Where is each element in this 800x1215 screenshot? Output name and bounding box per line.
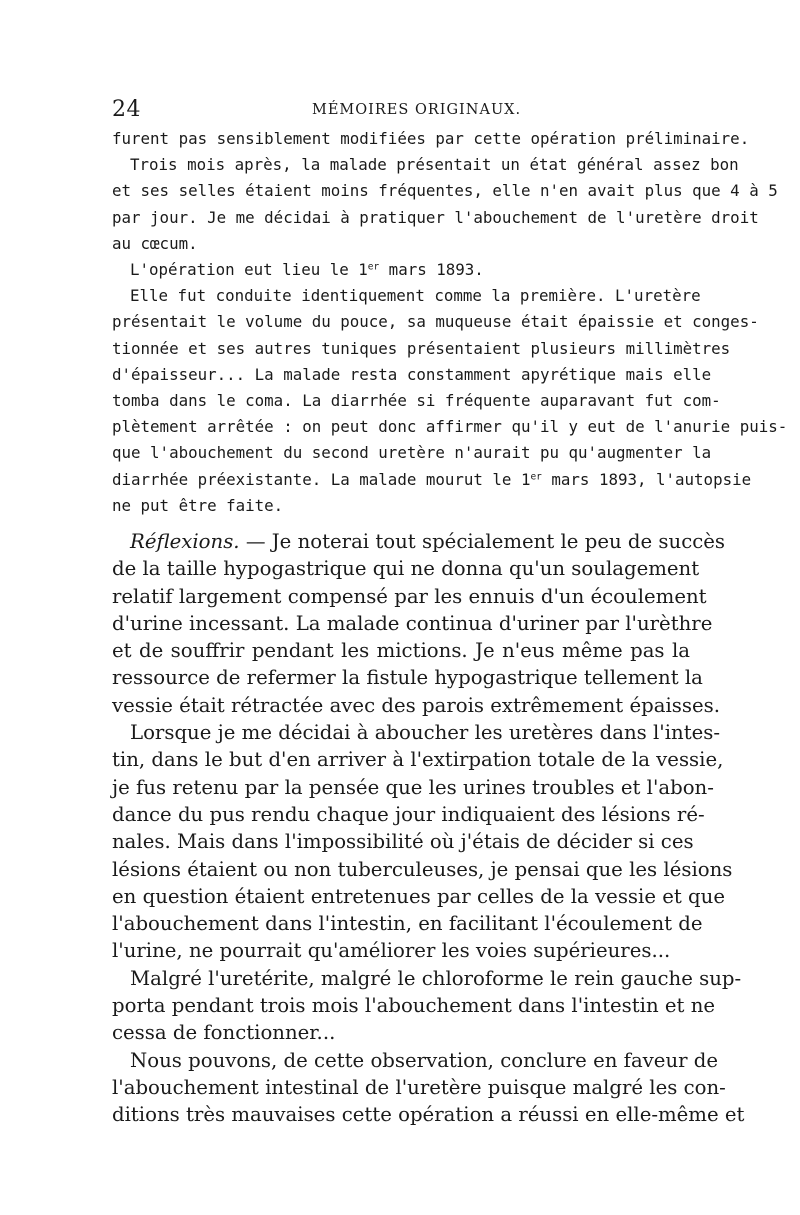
text-line: par jour. Je me décidai à pratiquer l'abouchement de l'uretère droit [112, 207, 759, 227]
text-line: l'abouchement intestinal de l'uretère puisque malgré les con- [112, 1075, 726, 1099]
text-line: Elle fut conduite identiquement comme la première. L'uretère [130, 286, 701, 306]
text-line: dance du pus rendu chaque jour indiquaient des lésions ré- [112, 802, 705, 826]
text-line: Malgré l'uretérite, malgré le chloroforme le rein gauche sup- [130, 966, 742, 990]
observation-text [112, 126, 788, 519]
text-line: tionnée et ses autres tuniques présentaient plusieurs millimètres [112, 338, 731, 358]
text-line: Trois mois après, la malade présentait un état général assez bon [130, 155, 739, 175]
reflexions-label: Réflexions. [130, 530, 240, 553]
text-line: tin, dans le but d'en arriver à l'extirpation totale de la vessie, [112, 748, 724, 772]
text-line: nales. Mais dans l'impossibilité où j'étais de décider si ces [112, 830, 694, 854]
text-line: d'épaisseur... La malade resta constamment apyrétique mais elle [112, 364, 712, 384]
text-line: de la taille hypogastrique qui ne donna qu'un soulagement [112, 557, 700, 581]
text-line: que l'abouchement du second uretère n'aurait pu qu'augmenter la [112, 443, 712, 463]
text-line: et ses selles étaient moins fréquentes, elle n'en avait plus que 4 à 5 [112, 181, 778, 201]
text-line: plètement arrêtée : on peut donc affirmer qu'il y eut de l'anurie puis- [112, 417, 788, 437]
page-number: 24 [112, 97, 141, 122]
text-line: porta pendant trois mois l'abouchement dans l'intestin et ne [112, 994, 716, 1018]
reflexions-text [112, 528, 745, 1129]
text-line: en question étaient entretenues par celles de la vessie et que [112, 884, 725, 908]
text-line: cessa de fonctionner... [112, 1021, 336, 1045]
superscript: er [367, 261, 380, 273]
text-line: l'abouchement dans l'intestin, en facilitant l'écoulement de [112, 912, 703, 936]
text-line: et de souffrir pendant les mictions. Je n'eus même pas la [112, 639, 690, 663]
text-line: ditions très mauvaises cette opération a réussi en elle-même et [112, 1103, 745, 1127]
text-line: relatif largement compensé par les ennuis d'un écoulement [112, 584, 707, 608]
text-line: présentait le volume du pouce, sa muqueuse était épaissie et conges- [112, 312, 759, 332]
text-line: au cœcum. [112, 233, 198, 253]
running-title: MÉMOIRES ORIGINAUX. [312, 102, 522, 118]
text-line: ne put être faite. [112, 495, 284, 515]
text-fragment: diarrhée préexistante. La malade mourut le 1 [112, 469, 531, 489]
text-line [112, 257, 692, 283]
text-line: d'urine incessant. La malade continua d'uriner par l'urèthre [112, 611, 713, 635]
text-fragment: mars 1893, l'autopsie [541, 469, 752, 489]
text-fragment: mars 1893. [379, 260, 484, 280]
text-fragment: L'opération eut lieu le 1 [130, 260, 368, 280]
text-line [112, 528, 726, 555]
text-line: Lorsque je me décidai à aboucher les uretères dans l'intes- [130, 721, 721, 745]
text-line: furent pas sensiblement modifiées par cette opération préliminaire. [112, 129, 750, 148]
text-line: lésions étaient ou non tuberculeuses, je pensai que les lésions [112, 857, 733, 881]
text-line: tomba dans le coma. La diarrhée si fréquente auparavant fut com- [112, 391, 721, 411]
text-line [112, 467, 752, 493]
text-line: Nous pouvons, de cette observation, conclure en faveur de [130, 1048, 719, 1072]
page-header [112, 97, 682, 125]
text-line: vessie était rétractée avec des parois extrêmement épaisses. [112, 693, 720, 717]
text-line: ressource de refermer la fistule hypogastrique tellement la [112, 666, 703, 690]
superscript: er [530, 470, 542, 482]
text-line: l'urine, ne pourrait qu'améliorer les voies supérieures... [112, 939, 671, 963]
text-line: je fus retenu par la pensée que les urines troubles et l'abon- [112, 775, 714, 799]
text-fragment: — Je noterai tout spécialement le peu de succès [239, 530, 726, 553]
